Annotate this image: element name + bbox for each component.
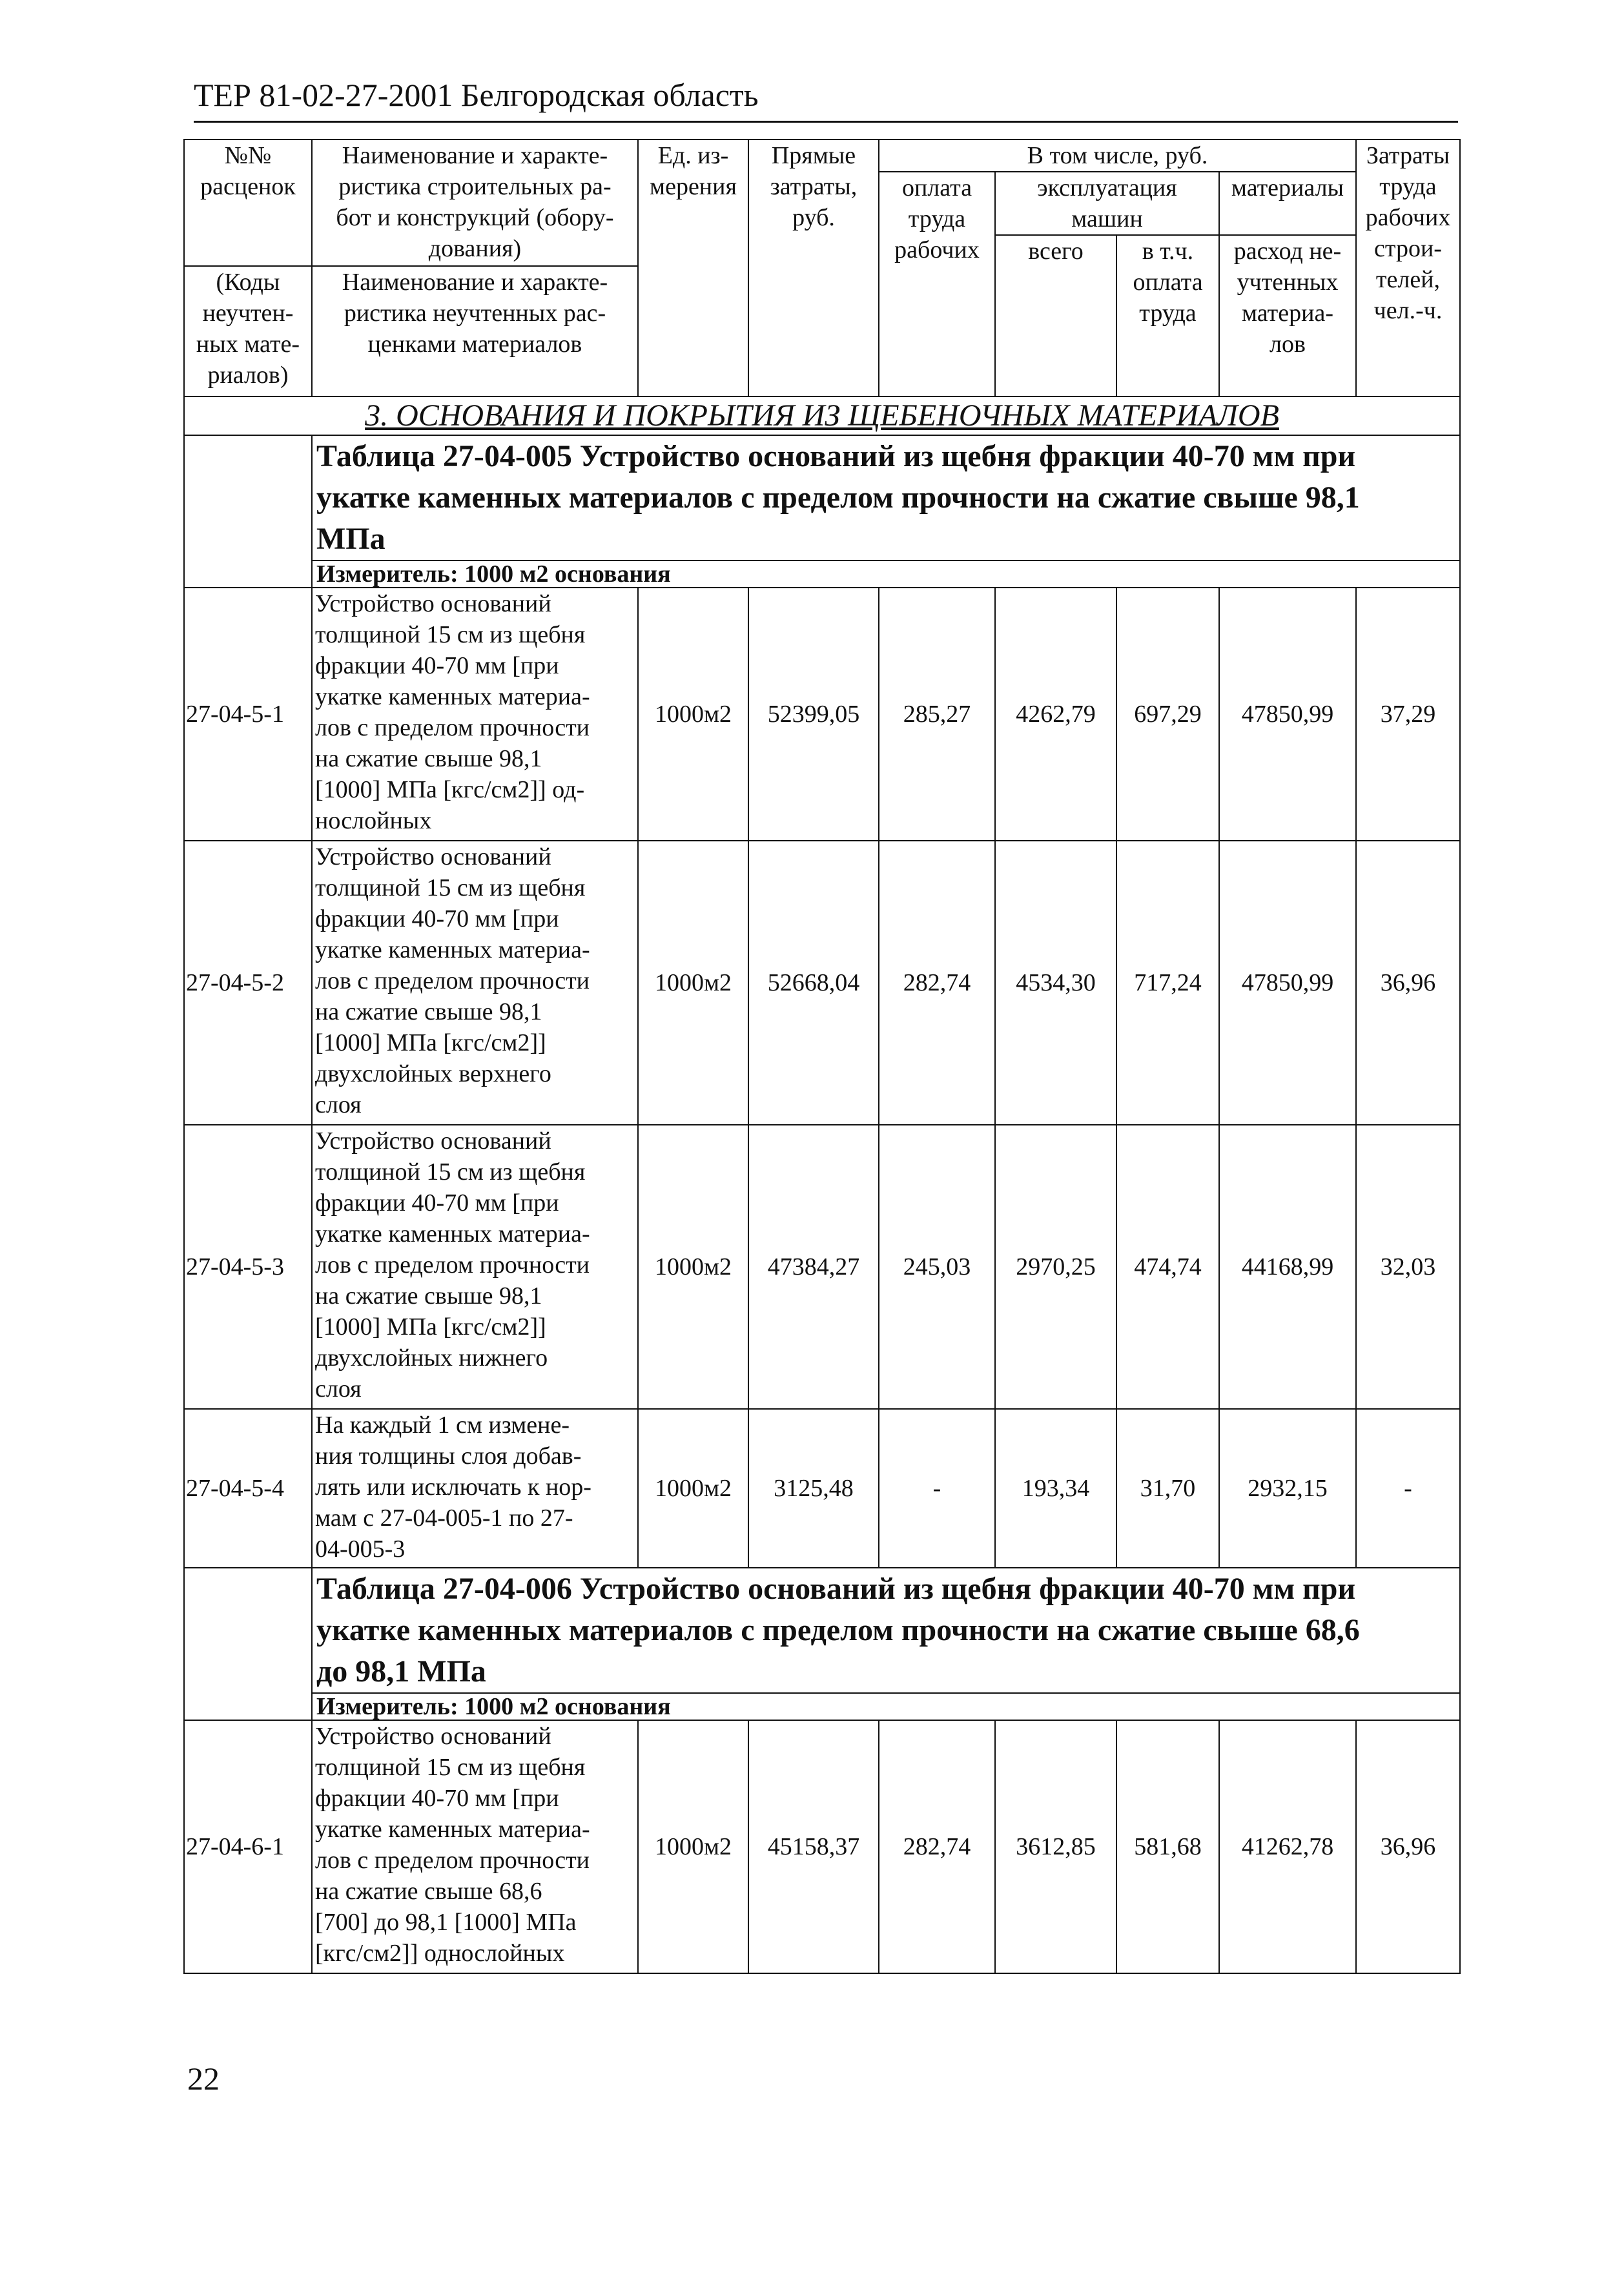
row-direct-cost: 45158,37 bbox=[748, 1720, 879, 1973]
row-code: 27-04-5-1 bbox=[184, 588, 312, 841]
row-wage: 282,74 bbox=[879, 841, 995, 1125]
price-table bbox=[183, 139, 1461, 1974]
row-unit: 1000м2 bbox=[638, 1125, 748, 1409]
table-title: Таблица 27-04-005 Устройство оснований из щебня фракции 40-70 мм при укатке каменных материалов с пределом прочности на сжатие свыше 98,1 МПа bbox=[312, 435, 1460, 560]
row-unit: 1000м2 bbox=[638, 841, 748, 1125]
row-description: На каждый 1 см измене- ния толщины слоя добав- лять или исключать к нор- мам с 27-04-005-1 по 27- 04-005-3 bbox=[312, 1409, 638, 1568]
col-header-mat-usage: расход не- учтенных материа- лов bbox=[1219, 235, 1356, 396]
row-materials: 47850,99 bbox=[1219, 588, 1356, 841]
row-labor: - bbox=[1356, 1409, 1460, 1568]
header-rule bbox=[194, 121, 1458, 123]
measure-unit: Измеритель: 1000 м2 основания bbox=[312, 560, 1460, 588]
row-machines: 3612,85 bbox=[995, 1720, 1116, 1973]
col-header-code-alt: (Коды неучтен- ных мате- риалов) bbox=[184, 266, 312, 396]
section-title: 3. ОСНОВАНИЯ И ПОКРЫТИЯ ИЗ ЩЕБЕНОЧНЫХ МАТЕРИАЛОВ bbox=[184, 396, 1460, 435]
empty-code-cell bbox=[184, 1568, 312, 1720]
row-description: Устройство оснований толщиной 15 см из щебня фракции 40-70 мм [при укатке каменных материа- лов с пределом прочности на сжатие свыше 68,6 [700] до 98,1 [1000] МПа [кгс/см2]] однослойных bbox=[312, 1720, 638, 1973]
col-header-code: №№ расценок bbox=[184, 139, 312, 266]
col-header-mach-total: всего bbox=[995, 235, 1116, 396]
page-number: 22 bbox=[187, 2060, 220, 2097]
row-direct-cost: 47384,27 bbox=[748, 1125, 879, 1409]
row-labor: 36,96 bbox=[1356, 1720, 1460, 1973]
row-code: 27-04-6-1 bbox=[184, 1720, 312, 1973]
row-unit: 1000м2 bbox=[638, 1409, 748, 1568]
col-header-labor: Затраты труда рабочих строи- телей, чел.-ч. bbox=[1356, 139, 1460, 396]
row-labor: 37,29 bbox=[1356, 588, 1460, 841]
row-machines: 4262,79 bbox=[995, 588, 1116, 841]
row-direct-cost: 3125,48 bbox=[748, 1409, 879, 1568]
row-description: Устройство оснований толщиной 15 см из щебня фракции 40-70 мм [при укатке каменных материа- лов с пределом прочности на сжатие свыше 98,1 [1000] МПа [кгс/см2]] двухслойных нижнего слоя bbox=[312, 1125, 638, 1409]
row-machines-wage: 717,24 bbox=[1116, 841, 1219, 1125]
row-wage: 282,74 bbox=[879, 1720, 995, 1973]
row-machines: 4534,30 bbox=[995, 841, 1116, 1125]
row-labor: 36,96 bbox=[1356, 841, 1460, 1125]
table-row bbox=[184, 1125, 1460, 1409]
row-code: 27-04-5-3 bbox=[184, 1125, 312, 1409]
row-machines: 2970,25 bbox=[995, 1125, 1116, 1409]
row-unit: 1000м2 bbox=[638, 588, 748, 841]
table-row bbox=[184, 841, 1460, 1125]
col-header-machines: эксплуатация машин bbox=[995, 172, 1219, 235]
row-code: 27-04-5-4 bbox=[184, 1409, 312, 1568]
row-machines-wage: 474,74 bbox=[1116, 1125, 1219, 1409]
row-materials: 44168,99 bbox=[1219, 1125, 1356, 1409]
col-header-incl: В том числе, руб. bbox=[879, 139, 1356, 172]
table-row bbox=[184, 588, 1460, 841]
page-header: ТЕР 81-02-27-2001 Белгородская область bbox=[194, 77, 759, 113]
row-direct-cost: 52399,05 bbox=[748, 588, 879, 841]
row-description: Устройство оснований толщиной 15 см из щебня фракции 40-70 мм [при укатке каменных материа- лов с пределом прочности на сжатие свыше 98,1 [1000] МПа [кгс/см2]] од- нослойных bbox=[312, 588, 638, 841]
row-materials: 2932,15 bbox=[1219, 1409, 1356, 1568]
row-machines-wage: 581,68 bbox=[1116, 1720, 1219, 1973]
row-materials: 47850,99 bbox=[1219, 841, 1356, 1125]
col-header-name-alt: Наименование и характе- ристика неучтенных рас- ценками материалов bbox=[312, 266, 638, 396]
row-description: Устройство оснований толщиной 15 см из щебня фракции 40-70 мм [при укатке каменных материа- лов с пределом прочности на сжатие свыше 98,1 [1000] МПа [кгс/см2]] двухслойных верхнего слоя bbox=[312, 841, 638, 1125]
col-header-direct: Прямые затраты, руб. bbox=[748, 139, 879, 396]
table-title: Таблица 27-04-006 Устройство оснований из щебня фракции 40-70 мм при укатке каменных материалов с пределом прочности на сжатие свыше 68,6 до 98,1 МПа bbox=[312, 1568, 1460, 1693]
row-wage: 285,27 bbox=[879, 588, 995, 841]
col-header-name: Наименование и характе- ристика строительных ра- бот и конструкций (обору- дования) bbox=[312, 139, 638, 266]
col-header-mach-wage: в т.ч. оплата труда bbox=[1116, 235, 1219, 396]
row-machines-wage: 697,29 bbox=[1116, 588, 1219, 841]
row-machines: 193,34 bbox=[995, 1409, 1116, 1568]
empty-code-cell bbox=[184, 435, 312, 588]
row-code: 27-04-5-2 bbox=[184, 841, 312, 1125]
col-header-wage: оплата труда рабочих bbox=[879, 172, 995, 396]
row-direct-cost: 52668,04 bbox=[748, 841, 879, 1125]
row-wage: - bbox=[879, 1409, 995, 1568]
row-machines-wage: 31,70 bbox=[1116, 1409, 1219, 1568]
row-unit: 1000м2 bbox=[638, 1720, 748, 1973]
row-labor: 32,03 bbox=[1356, 1125, 1460, 1409]
table-row bbox=[184, 1720, 1460, 1973]
table-row bbox=[184, 1409, 1460, 1568]
row-materials: 41262,78 bbox=[1219, 1720, 1356, 1973]
row-wage: 245,03 bbox=[879, 1125, 995, 1409]
col-header-materials: материалы bbox=[1219, 172, 1356, 235]
measure-unit: Измеритель: 1000 м2 основания bbox=[312, 1693, 1460, 1720]
col-header-unit: Ед. из- мерения bbox=[638, 139, 748, 396]
